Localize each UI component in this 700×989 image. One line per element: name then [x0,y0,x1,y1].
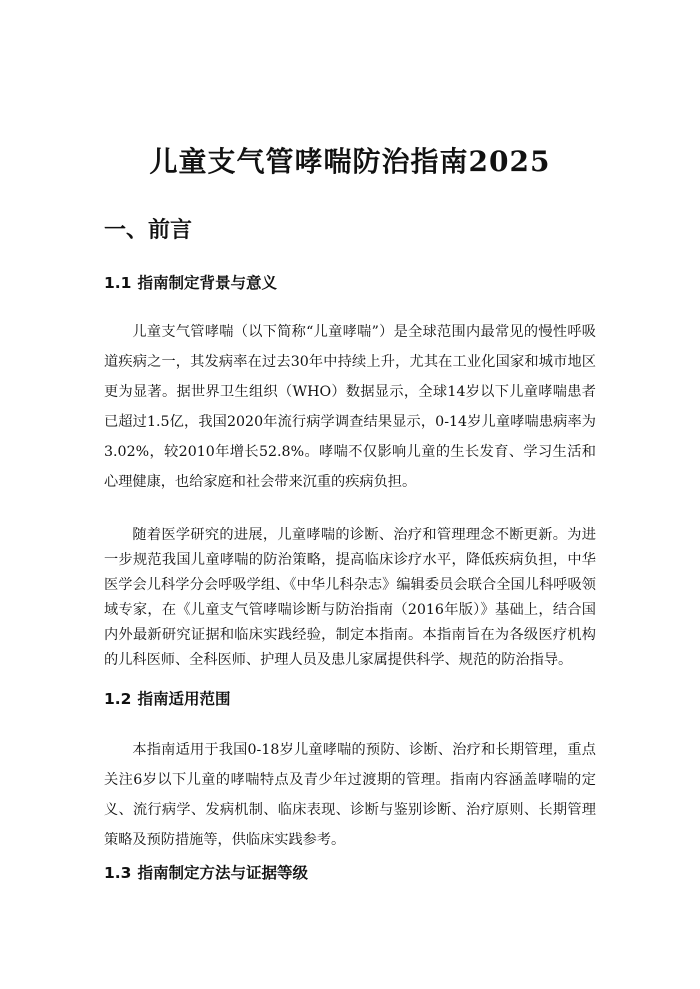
subsection-heading-1-2 [104,688,230,710]
subsection-title: 指南制定方法与证据等级 [137,863,308,882]
section-heading-preface: 一、前言 [104,217,193,243]
paragraph-background: 儿童支气管哮喘（以下简称“儿童哮喘”）是全球范围内最常见的慢性呼吸道疾病之一，其发病率在过去30年中持续上升，尤其在工业化国家和城市地区更为显著。据世界卫生组织（WHO）数据显示，全球14岁以下儿童哮喘患者已超过1.5亿，我国2020年流行病学调查结果显示，0-14岁儿童哮喘患病率为3.02%，较2010年增长52.8%。哮喘不仅影响儿童的生长发育、学习生活和心理健康，也给家庭和社会带来沉重的疾病负担。 [104,324,596,490]
subsection-number: 1.1 [104,274,132,292]
subsection-number: 1.3 [104,864,132,882]
subsection-title: 指南适用范围 [137,689,231,708]
subsection-number: 1.2 [104,690,132,708]
subsection-title: 指南制定背景与意义 [137,273,277,292]
subsection-heading-1-1 [104,272,277,294]
subsection-heading-1-3 [104,862,308,884]
paragraph-scope: 本指南适用于我国0-18岁儿童哮喘的预防、诊断、治疗和长期管理，重点关注6岁以下儿童的哮喘特点及青少年过渡期的管理。指南内容涵盖哮喘的定义、流行病学、发病机制、临床表现、诊断与鉴别诊断、治疗原则、长期管理策略及预防措施等，供临床实践参考。 [104,742,596,848]
document-title: 儿童支气管哮喘防治指南2025 [149,145,551,178]
paragraph-guideline-purpose: 随着医学研究的进展，儿童哮喘的诊断、治疗和管理理念不断更新。为进一步规范我国儿童哮喘的防治策略，提高临床诊疗水平，降低疾病负担，中华医学会儿科学分会呼吸学组、《中华儿科杂志》编辑委员会联合全国儿科呼吸领域专家，在《儿童支气管哮喘诊断与防治指南（2016年版）》基础上，结合国内外最新研究证据和临床实践经验，制定本指南。本指南旨在为各级医疗机构的儿科医师、全科医师、护理人员及患儿家属提供科学、规范的防治指导。 [104,527,596,668]
